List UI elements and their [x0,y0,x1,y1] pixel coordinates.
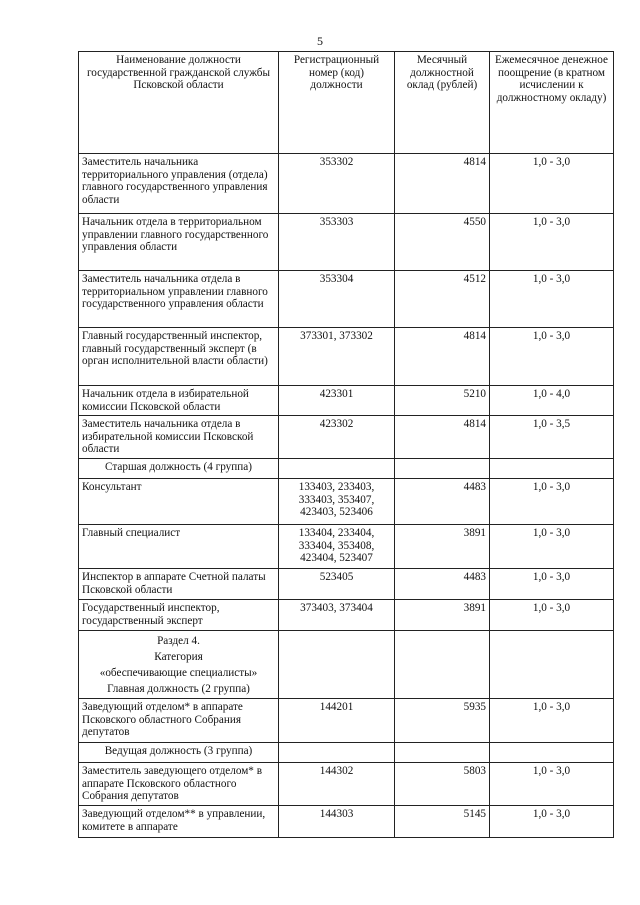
positions-table [78,51,614,838]
position-name-cell: Государственный инспектор, государственный эксперт [79,600,279,631]
position-name-cell: Начальник отдела в избирательной комиссии Псковской области [79,386,279,416]
bonus-cell: 1,0 - 3,0 [490,806,614,838]
section-heading [79,631,279,699]
salary-cell: 4483 [395,479,490,525]
salary-cell: 4814 [395,154,490,214]
section-row [79,631,614,699]
section-heading-line: «обеспечивающие специалисты» [99,667,258,679]
registration-code-cell: 144303 [279,806,395,838]
bonus-cell: 1,0 - 3,5 [490,416,614,459]
salary-cell: 5803 [395,763,490,806]
header-position-name: Наименование должности государственной гражданской службы Псковской области [79,52,279,154]
bonus-cell: 1,0 - 3,0 [490,525,614,569]
position-name-cell: Заместитель начальника территориального управления (отдела) главного государственного управления области [79,154,279,214]
table-header [79,52,614,154]
bonus-cell: 1,0 - 4,0 [490,386,614,416]
table-row [79,479,614,525]
table-row [79,569,614,600]
section-heading-line: Категория [154,651,203,663]
table-row [79,416,614,459]
position-name-cell: Инспектор в аппарате Счетной палаты Псковской области [79,569,279,600]
salary-cell: 4483 [395,569,490,600]
bonus-cell: 1,0 - 3,0 [490,763,614,806]
group-row [79,743,614,763]
bonus-cell: 1,0 - 3,0 [490,699,614,743]
table-row [79,154,614,214]
empty-cell [279,459,395,479]
position-name-cell: Заместитель начальника отдела в территориальном управлении главного государственного управления области [79,271,279,328]
salary-cell: 4512 [395,271,490,328]
header-monthly-salary: Месячный должностной оклад (рублей) [395,52,490,154]
registration-code-cell: 373403, 373404 [279,600,395,631]
bonus-cell: 1,0 - 3,0 [490,569,614,600]
registration-code-cell: 373301, 373302 [279,328,395,386]
salary-cell: 4814 [395,416,490,459]
bonus-cell: 1,0 - 3,0 [490,214,614,271]
position-name-cell: Главный специалист [79,525,279,569]
header-monthly-bonus: Ежемесячное денежное поощрение (в кратном исчислении к должностному окладу) [490,52,614,154]
group-row [79,459,614,479]
registration-code-cell: 353302 [279,154,395,214]
position-name-cell: Заместитель начальника отдела в избирательной комиссии Псковской области [79,416,279,459]
salary-cell: 5145 [395,806,490,838]
bonus-cell: 1,0 - 3,0 [490,600,614,631]
section-heading-line: Главная должность (2 группа) [107,683,250,695]
salary-cell: 5210 [395,386,490,416]
salary-cell: 3891 [395,600,490,631]
group-label: Старшая должность (4 группа) [79,459,279,479]
position-name-cell: Заведующий отделом* в аппарате Псковского областного Собрания депутатов [79,699,279,743]
empty-cell [490,743,614,763]
empty-cell [490,459,614,479]
position-name-cell: Заместитель заведующего отделом* в аппарате Псковского областного Собрания депутатов [79,763,279,806]
registration-code-cell: 353304 [279,271,395,328]
registration-code-cell: 144302 [279,763,395,806]
empty-cell [395,631,490,699]
position-name-cell: Начальник отдела в территориальном управлении главного государственного управления области [79,214,279,271]
empty-cell [279,743,395,763]
salary-cell: 3891 [395,525,490,569]
empty-cell [395,459,490,479]
bonus-cell: 1,0 - 3,0 [490,154,614,214]
bonus-cell: 1,0 - 3,0 [490,271,614,328]
table-row [79,271,614,328]
table-row [79,806,614,838]
registration-code-cell: 144201 [279,699,395,743]
registration-code-cell: 423301 [279,386,395,416]
table-body [79,154,614,838]
salary-cell: 5935 [395,699,490,743]
table-row [79,386,614,416]
table-row [79,214,614,271]
salary-cell: 4550 [395,214,490,271]
table-row [79,600,614,631]
registration-code-cell: 353303 [279,214,395,271]
table-row [79,699,614,743]
position-name-cell: Заведующий отделом** в управлении, комитете в аппарате [79,806,279,838]
group-label: Ведущая должность (3 группа) [79,743,279,763]
table-row [79,328,614,386]
section-heading-line: Раздел 4. [157,635,200,647]
header-registration-code: Регистрационный номер (код) должности [279,52,395,154]
registration-code-cell: 523405 [279,569,395,600]
registration-code-cell: 133404, 233404, 333404, 353408, 423404, 523407 [279,525,395,569]
table-row [79,525,614,569]
salary-cell: 4814 [395,328,490,386]
registration-code-cell: 133403, 233403, 333403, 353407, 423403, 523406 [279,479,395,525]
empty-cell [395,743,490,763]
bonus-cell: 1,0 - 3,0 [490,328,614,386]
table-row [79,763,614,806]
empty-cell [279,631,395,699]
empty-cell [490,631,614,699]
registration-code-cell: 423302 [279,416,395,459]
position-name-cell: Консультант [79,479,279,525]
position-name-cell: Главный государственный инспектор, главный государственный эксперт (в орган исполнительной власти области) [79,328,279,386]
bonus-cell: 1,0 - 3,0 [490,479,614,525]
page-number: 5 [317,34,323,48]
